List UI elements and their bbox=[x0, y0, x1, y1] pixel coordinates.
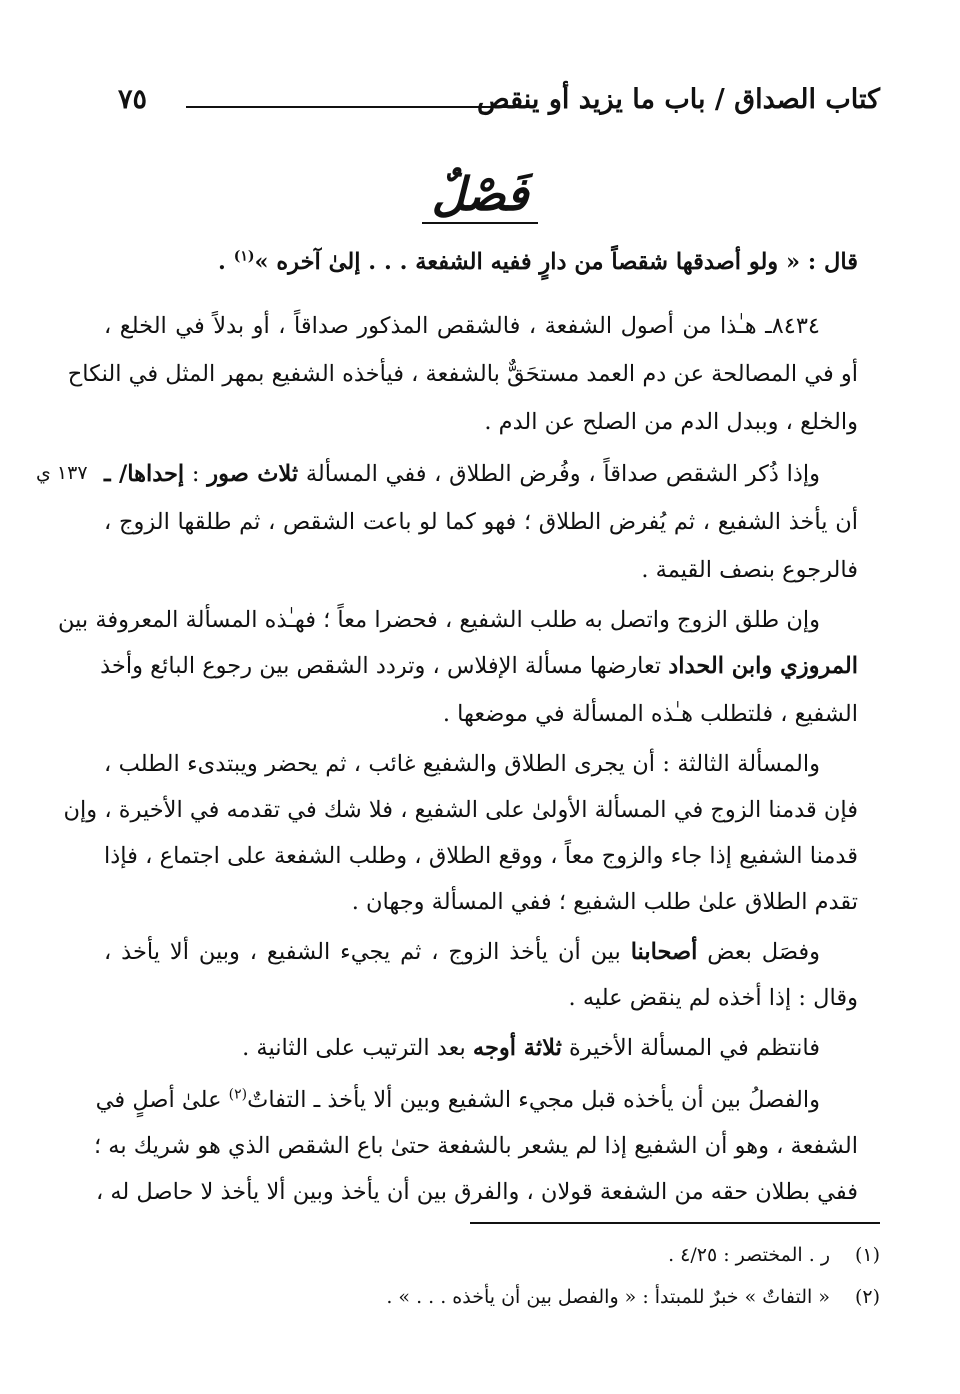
paragraph-7-line-2: الشفعة ، وهو أن الشفيع إذا لم يشعر بالشفعة حتىٰ باع الشقص الذي هو شريك به ؛ bbox=[93, 1133, 858, 1159]
bold-run: ثلاثة أوجه bbox=[472, 1035, 562, 1061]
text-run: والفصلُ بين أن يأخذه قبل مجيء الشفيع وبين ألا يأخذ ـ التفاتٌ bbox=[247, 1087, 820, 1113]
page-number: ٧٥ bbox=[118, 84, 148, 115]
quote-line bbox=[104, 242, 858, 282]
quote-text: قال : « ولو أصدقها شقصاً من دارٍ ففيه الشفعة . . . إلىٰ آخره » bbox=[254, 249, 858, 275]
paragraph-3-line-1: وإن طلق الزوج واتصل به طلب الشفيع ، فحضرا معاً ؛ فهـٰذه المسألة المعروفة بين bbox=[58, 607, 820, 633]
footnote-rule bbox=[470, 1222, 880, 1224]
bold-run: المروزي وابن الحداد bbox=[668, 653, 858, 679]
text-run: : bbox=[184, 461, 208, 487]
section-heading: فَصْلٌ bbox=[422, 166, 539, 224]
text-run: بين أن يأخذ الزوج ، ثم يجيء الشفيع ، وبين ألا يأخذ ، bbox=[104, 939, 631, 965]
bold-run: إحداها/ ـ bbox=[104, 461, 185, 487]
paragraph-7-line-3: ففي بطلان حقه من الشفعة قولان ، والفرق بين أن يأخذ وبين ألا يأخذ لا حاصل له ، bbox=[95, 1179, 858, 1205]
footnote-1 bbox=[668, 1240, 880, 1270]
text-run: علىٰ أصلٍ في bbox=[95, 1087, 229, 1113]
bold-run: أصحابنا bbox=[630, 939, 698, 965]
paragraph-4-line-4: تقدم الطلاق علىٰ طلب الشفيع ؛ ففي المسألة وجهان . bbox=[351, 889, 858, 915]
paragraph-5-line-1 bbox=[104, 932, 820, 972]
paragraph-7-line-1 bbox=[95, 1080, 820, 1120]
paragraph-5-line-2: وقال : إذا أخذه لم ينقض عليه . bbox=[568, 985, 858, 1011]
paragraph-3-line-3: الشفيع ، فلتطلب هـٰذه المسألة في موضعها . bbox=[442, 701, 858, 727]
margin-page-ref: ١٣٧ ي bbox=[36, 462, 88, 484]
header-title: كتاب الصداق / باب ما يزيد أو ينقص bbox=[477, 84, 880, 115]
text-run: تعارضها مسألة الإفلاس ، وتردد الشقص بين رجوع البائع وأخذ bbox=[100, 653, 669, 679]
quote-tail: . bbox=[218, 249, 234, 275]
footnote-text: « التفاتٌ » خبرٌ للمبتدأ : « والفصل بين أن يأخذه . . . » . bbox=[386, 1286, 830, 1308]
footnote-text: ر . المختصر : ٤/٢٥ . bbox=[668, 1244, 830, 1266]
paragraph-1-line-1: ٨٤٣٤ـ هـٰذا من أصول الشفعة ، فالشقص المذكور صداقاً ، أو بدلاً في الخلع ، bbox=[104, 313, 820, 339]
paragraph-2-line-1 bbox=[104, 454, 820, 494]
footnote-2 bbox=[386, 1282, 880, 1312]
paragraph-2-line-2: أن يأخذ الشفيع ، ثم يُفرض الطلاق ؛ فهو كما لو باعت الشقص ، ثم طلقها الزوج ، bbox=[104, 509, 858, 535]
paragraph-1-line-3: والخلع ، وببدل الدم من الصلح عن الدم . bbox=[484, 409, 858, 435]
bold-run: ثلاث صور bbox=[207, 461, 299, 487]
text-run: وإذا ذُكر الشقص صداقاً ، وفُرض الطلاق ، ففي المسألة bbox=[298, 461, 820, 487]
footnote-number: (١) bbox=[854, 1244, 880, 1266]
footnote-ref-2: (٢) bbox=[228, 1086, 248, 1103]
text-run: فانتظم في المسألة الأخيرة bbox=[561, 1035, 820, 1061]
paragraph-4-line-3: قدمنا الشفيع إذا جاء والزوج معاً ، ووقع الطلاق ، وطلب الشفعة على اجتماع ، فإذا bbox=[104, 843, 858, 869]
footnote-number: (٢) bbox=[854, 1286, 880, 1308]
paragraph-2-line-3: فالرجوع بنصف القيمة . bbox=[641, 557, 858, 583]
footnote-ref-1: (١) bbox=[233, 248, 255, 265]
text-run: بعد الترتيب على الثانية . bbox=[242, 1035, 473, 1061]
text-run: وفصَل بعض bbox=[697, 939, 820, 965]
paragraph-6-line-1 bbox=[104, 1028, 820, 1068]
header-rule bbox=[186, 106, 535, 108]
paragraph-3-line-2 bbox=[100, 646, 858, 686]
paragraph-4-line-1: والمسألة الثالثة : أن يجرى الطلاق والشفيع غائب ، ثم يحضر ويبتدىء الطلب ، bbox=[104, 751, 820, 777]
paragraph-1-line-2: أو في المصالحة عن دم العمد مستحَقٌّ بالشفعة ، فيأخذه الشفيع بمهر المثل في النكاح bbox=[67, 361, 858, 387]
paragraph-4-line-2: فإن قدمنا الزوج في المسألة الأولىٰ على الشفيع ، فلا شك في تقدمه في الأخيرة ، وإن bbox=[63, 797, 858, 823]
section-ornament bbox=[0, 166, 960, 224]
running-header bbox=[118, 84, 880, 124]
